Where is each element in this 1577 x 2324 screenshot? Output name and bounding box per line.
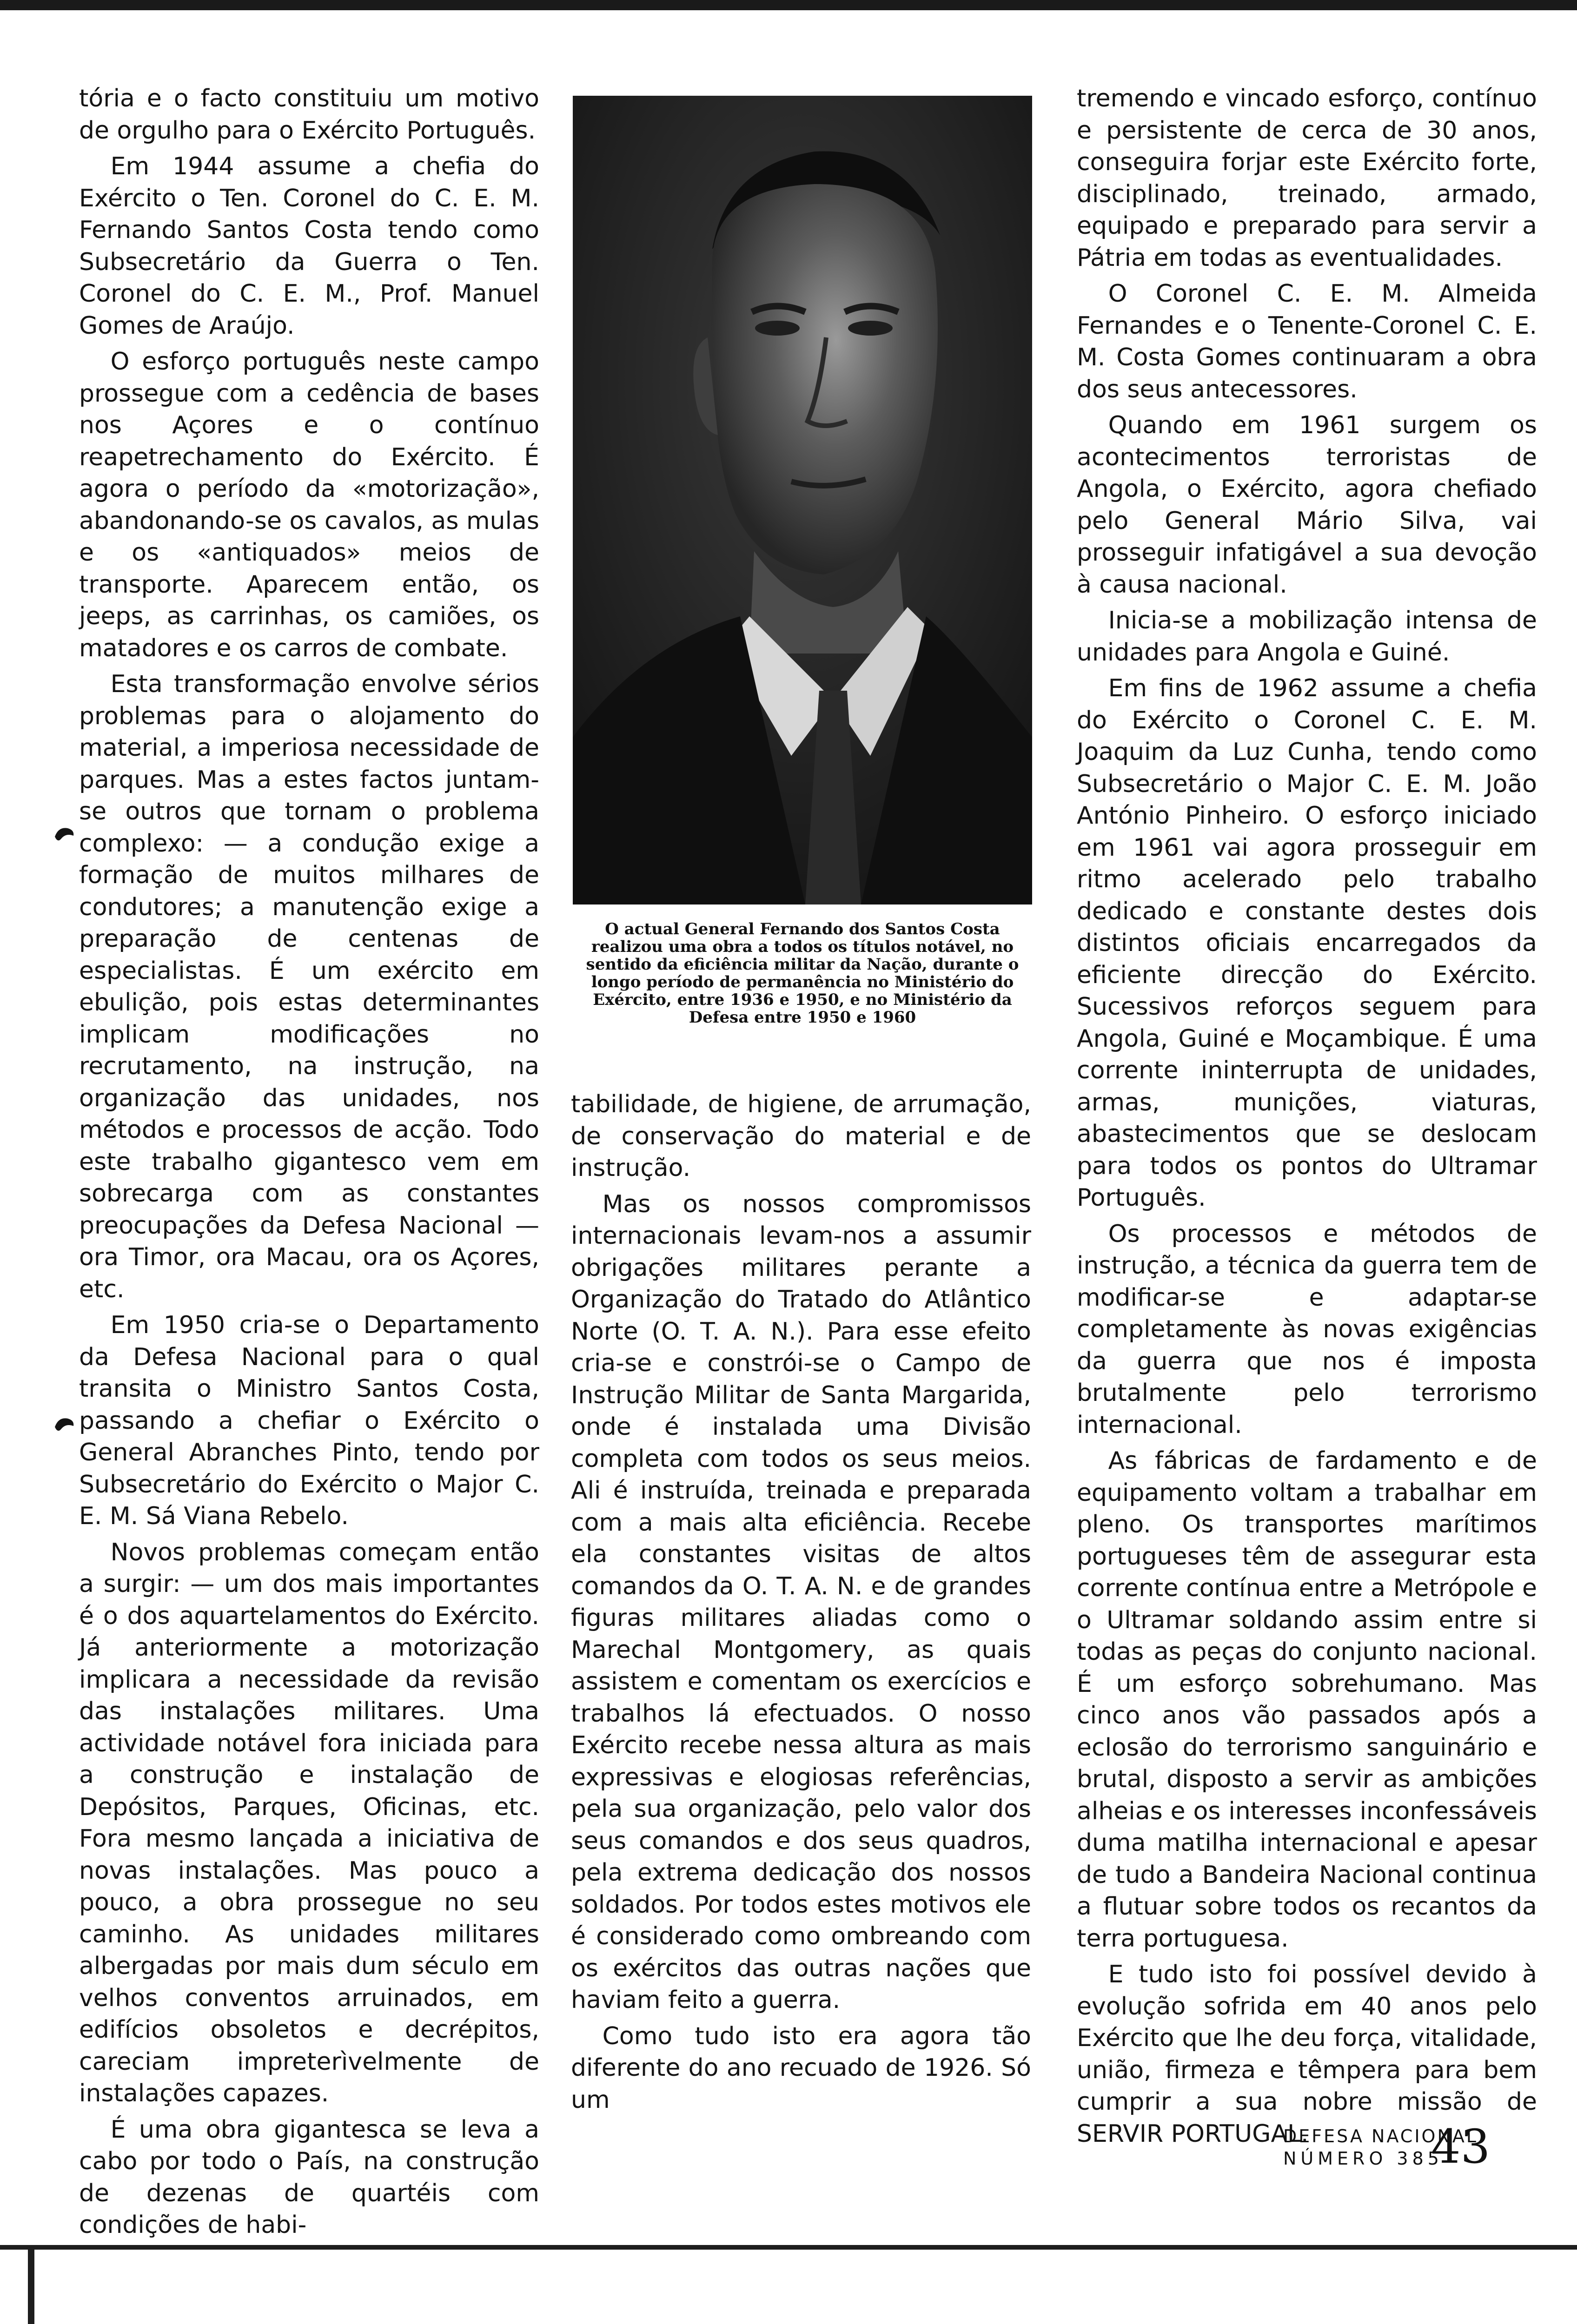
paragraph: Os processos e métodos de instrução, a técnica da guerra tem de modificar-se e adaptar-se completamente às novas exigências da guerra que nos é imposta brutalmente pelo terrorismo internacional. xyxy=(1077,1220,1537,1439)
magazine-name: DEFESA NACIONAL xyxy=(1283,2126,1478,2146)
article-column-left xyxy=(79,83,539,2245)
paragraph: É uma obra gigantesca se leva a cabo por todo o País, na construção de dezenas de quartéis com condições de habi- xyxy=(79,2115,539,2239)
paragraph: O Coronel C. E. M. Almeida Fernandes e o Tenente-Coronel C. E. M. Costa Gomes continuaram a obra dos seus antecessores. xyxy=(1077,280,1537,403)
paragraph: tória e o facto constituiu um motivo de orgulho para o Exército Português. xyxy=(79,85,539,145)
issue-number: NÚMERO 385 xyxy=(1283,2148,1443,2169)
paragraph: Em 1944 assume a chefia do Exército o Ten. Coronel do C. E. M. Fernando Santos Costa tendo como Subsecretário da Guerra o Ten. Coronel do C. E. M., Prof. Manuel Gomes de Araújo. xyxy=(79,152,539,340)
article-column-middle xyxy=(571,1089,1031,2120)
paragraph: As fábricas de fardamento e de equipamento voltam a trabalhar em pleno. Os transportes marítimos portugueses têm de assegurar esta corrente contínua entre a Metrópole e o Ultramar soldando assim entre si todas as peças do conjunto nacional. É um esforço sobrehumano. Mas cinco anos vão passados após a eclosão do terrorismo sanguinário e brutal, disposto a servir as ambições alheias e os interesses inconfessáveis duma matilha internacional e apesar de tudo a Bandeira Nacional continua a flutuar sobre todos os recantos da terra portuguesa. xyxy=(1077,1447,1537,1953)
photo-caption: O actual General Fernando dos Santos Costa realizou uma obra a todos os títulos notável, no sentido da eficiência militar da Nação, durante o longo período de permanência no Ministério do Exército, entre 1936 e 1950, e no Ministério da Defesa entre 1950 e 1960 xyxy=(586,920,1019,1027)
article-column-right xyxy=(1077,83,1537,2154)
paragraph: Esta transformação envolve sérios problemas para o alojamento do material, a imperiosa necessidade de parques. Mas a estes factos juntam-se outros que tornam o problema complexo: — a condução exige a formação de muitos milhares de condutores; a manutenção exige a preparação de centenas de especialistas. É um exército em ebulição, pois estas determinantes implicam modificações no recrutamento, na instrução, na organização das unidades, nos métodos e processos de acção. Todo este trabalho gigantesco vem em sobrecarga com as constantes preocupações da Defesa Nacional — ora Timor, ora Macau, ora os Açores, etc. xyxy=(79,670,539,1303)
paragraph: E tudo isto foi possível devido à evolução sofrida em 40 anos pelo Exército que lhe deu força, vitalidade, união, firmeza e têmpera para bem cumprir a sua nobre missão de SERVIR PORTUGAL. xyxy=(1077,1961,1537,2148)
page-edge xyxy=(28,2250,34,2324)
page-number: 43 xyxy=(1431,2119,1491,2174)
paragraph: tabilidade, de higiene, de arrumação, de conservação do material e de instrução. xyxy=(571,1090,1031,1182)
paragraph: Em 1950 cria-se o Departamento da Defesa Nacional para o qual transita o Ministro Santos Costa, passando a chefiar o Exército o General Abranches Pinto, tendo por Subsecretário do Exército o Major C. E. M. Sá Viana Rebelo. xyxy=(79,1311,539,1530)
binding-mark-icon xyxy=(52,1413,77,1438)
paragraph: O esforço português neste campo prossegue com a cedência de bases nos Açores e o contínuo reapetrechamento do Exército. É agora o período da «motorização», abandonando-se os cavalos, as mulas e os «antiquados» meios de transporte. Aparecem então, os jeeps, as carrinhas, os camiões, os matadores e os carros de combate. xyxy=(79,348,539,662)
binding-mark-icon xyxy=(52,823,77,848)
paragraph: Como tudo isto era agora tão diferente do ano recuado de 1926. Só um xyxy=(571,2022,1031,2114)
portrait-illustration xyxy=(573,96,1032,905)
page-footer xyxy=(1283,2119,1534,2180)
paragraph: Em fins de 1962 assume a chefia do Exército o Coronel C. E. M. Joaquim da Luz Cunha, tendo como Subsecretário o Major C. E. M. João António Pinheiro. O esforço iniciado em 1961 vai agora prosseguir em ritmo acelerado pelo trabalho dedicado e constante destes dois distintos oficiais encarregados da eficiente direcção do Exército. Sucessivos reforços seguem para Angola, Guiné e Moçambique. É uma corrente ininterrupta de unidades, armas, munições, viaturas, abastecimentos que se deslocam para todos os pontos do Ultramar Português. xyxy=(1077,674,1537,1212)
paragraph: Novos problemas começam então a surgir: — um dos mais importantes é o dos aquartelamentos do Exército. Já anteriormente a motorização implicara a necessidade da revisão das instalações militares. Uma actividade notável fora iniciada para a construção e instalação de Depósitos, Parques, Oficinas, etc. Fora mesmo lançada a iniciativa de novas instalações. Mas pouco a pouco, a obra prossegue no seu caminho. As unidades militares albergadas por mais dum século em velhos conventos arruinados, em edifícios obsoletos e decrépitos, careciam impreterìvelmente de instalações capazes. xyxy=(79,1538,539,2107)
paragraph: tremendo e vincado esforço, contínuo e persistente de cerca de 30 anos, conseguira forjar este Exército forte, disciplinado, treinado, armado, equipado e preparado para servir a Pátria em todas as eventualidades. xyxy=(1077,85,1537,272)
top-border xyxy=(0,0,1577,10)
paragraph: Inicia-se a mobilização intensa de unidades para Angola e Guiné. xyxy=(1077,607,1537,667)
paragraph: Quando em 1961 surgem os acontecimentos terroristas de Angola, o Exército, agora chefiado pelo General Mário Silva, vai prosseguir infatigável a sua devoção à causa nacional. xyxy=(1077,411,1537,599)
page-fold-divider xyxy=(0,2245,1577,2250)
paragraph: Mas os nossos compromissos internacionais levam-nos a assumir obrigações militares perante a Organização do Tratado do Atlântico Norte (O. T. A. N.). Para esse efeito cria-se e constrói-se o Campo de Instrução Militar de Santa Margarida, onde é instalada uma Divisão completa com todos os seus meios. Ali é instruída, treinada e preparada com a mais alta eficiência. Recebe ela constantes visitas de altos comandos da O. T. A. N. e de grandes figuras militares aliadas como o Marechal Montgomery, as quais assistem e comentam os exercícios e trabalhos lá efectuados. O nosso Exército recebe nessa altura as mais expressivas e elogiosas referências, pela sua organização, pelo valor dos seus comandos e dos seus quadros, pela extrema dedicação dos nossos soldados. Por todos estes motivos ele é considerado como ombreando com os exércitos das outras nações que haviam feito a guerra. xyxy=(571,1190,1031,2014)
portrait-photo xyxy=(573,96,1032,905)
